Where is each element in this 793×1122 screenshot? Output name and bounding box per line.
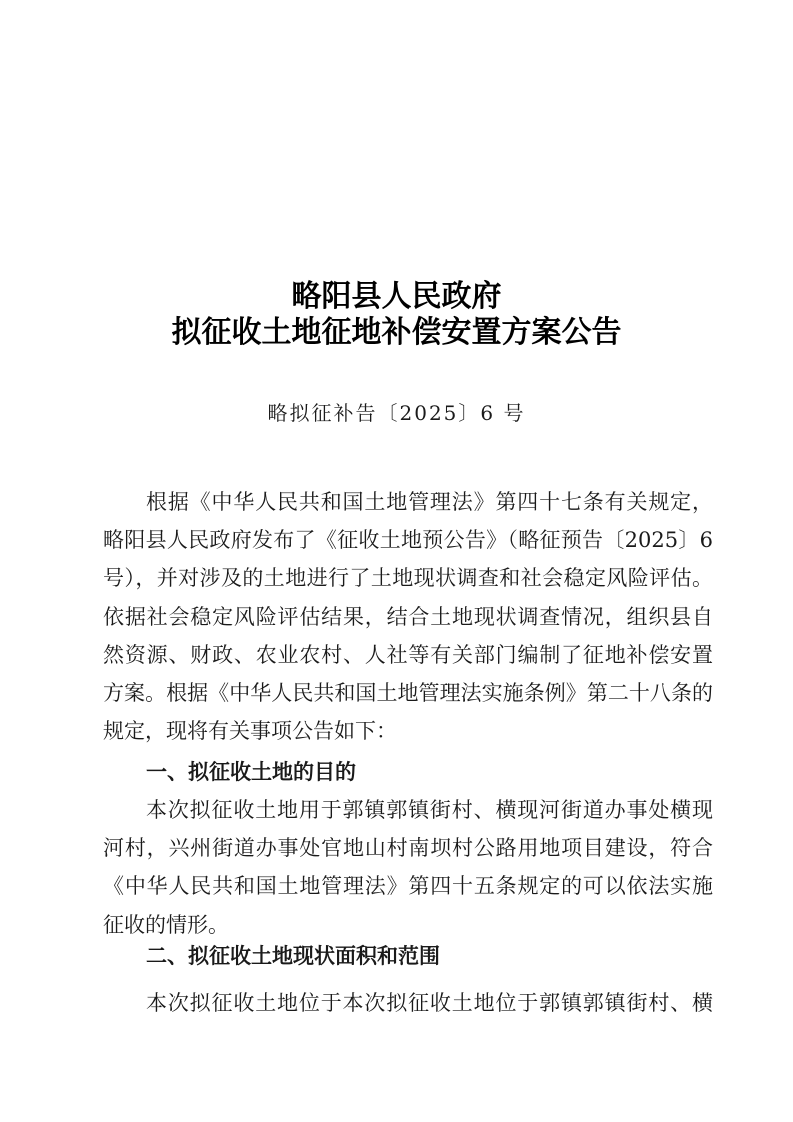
text-line: 依据社会稳定风险评估结果，结合土地现状调查情况，组织县自 bbox=[103, 605, 713, 629]
title-line-1: 略阳县人民政府 bbox=[291, 279, 502, 314]
section-heading-1: 一、拟征收土地的目的 bbox=[146, 760, 356, 784]
document-number: 略拟征补告〔2025〕6 号 bbox=[267, 401, 526, 425]
text-line: 根据《中华人民共和国土地管理法》第四十七条有关规定， bbox=[146, 490, 713, 514]
text-line: 方案。根据《中华人民共和国土地管理法实施条例》第二十八条的 bbox=[103, 681, 713, 705]
text-line: 然资源、财政、农业农村、人社等有关部门编制了征地补偿安置 bbox=[103, 643, 713, 667]
text-line: 征收的情形。 bbox=[103, 913, 229, 937]
text-line: 《中华人民共和国土地管理法》第四十五条规定的可以依法实施 bbox=[103, 874, 713, 898]
text-line: 规定，现将有关事项公告如下： bbox=[103, 719, 397, 743]
text-line: 略阳县人民政府发布了《征收土地预公告》（略征预告〔2025〕6 bbox=[103, 528, 713, 552]
text-line: 河村，兴州街道办事处官地山村南坝村公路用地项目建设，符合 bbox=[103, 836, 713, 860]
text-line: 本次拟征收土地位于本次拟征收土地位于郭镇郭镇街村、横 bbox=[146, 991, 713, 1015]
title-line-2: 拟征收土地征地补偿安置方案公告 bbox=[171, 315, 622, 350]
section-heading-2: 二、拟征收土地现状面积和范围 bbox=[146, 944, 440, 968]
text-line: 本次拟征收土地用于郭镇郭镇街村、横现河街道办事处横现 bbox=[146, 798, 713, 822]
text-line: 号），并对涉及的土地进行了土地现状调查和社会稳定风险评估。 bbox=[103, 566, 713, 590]
